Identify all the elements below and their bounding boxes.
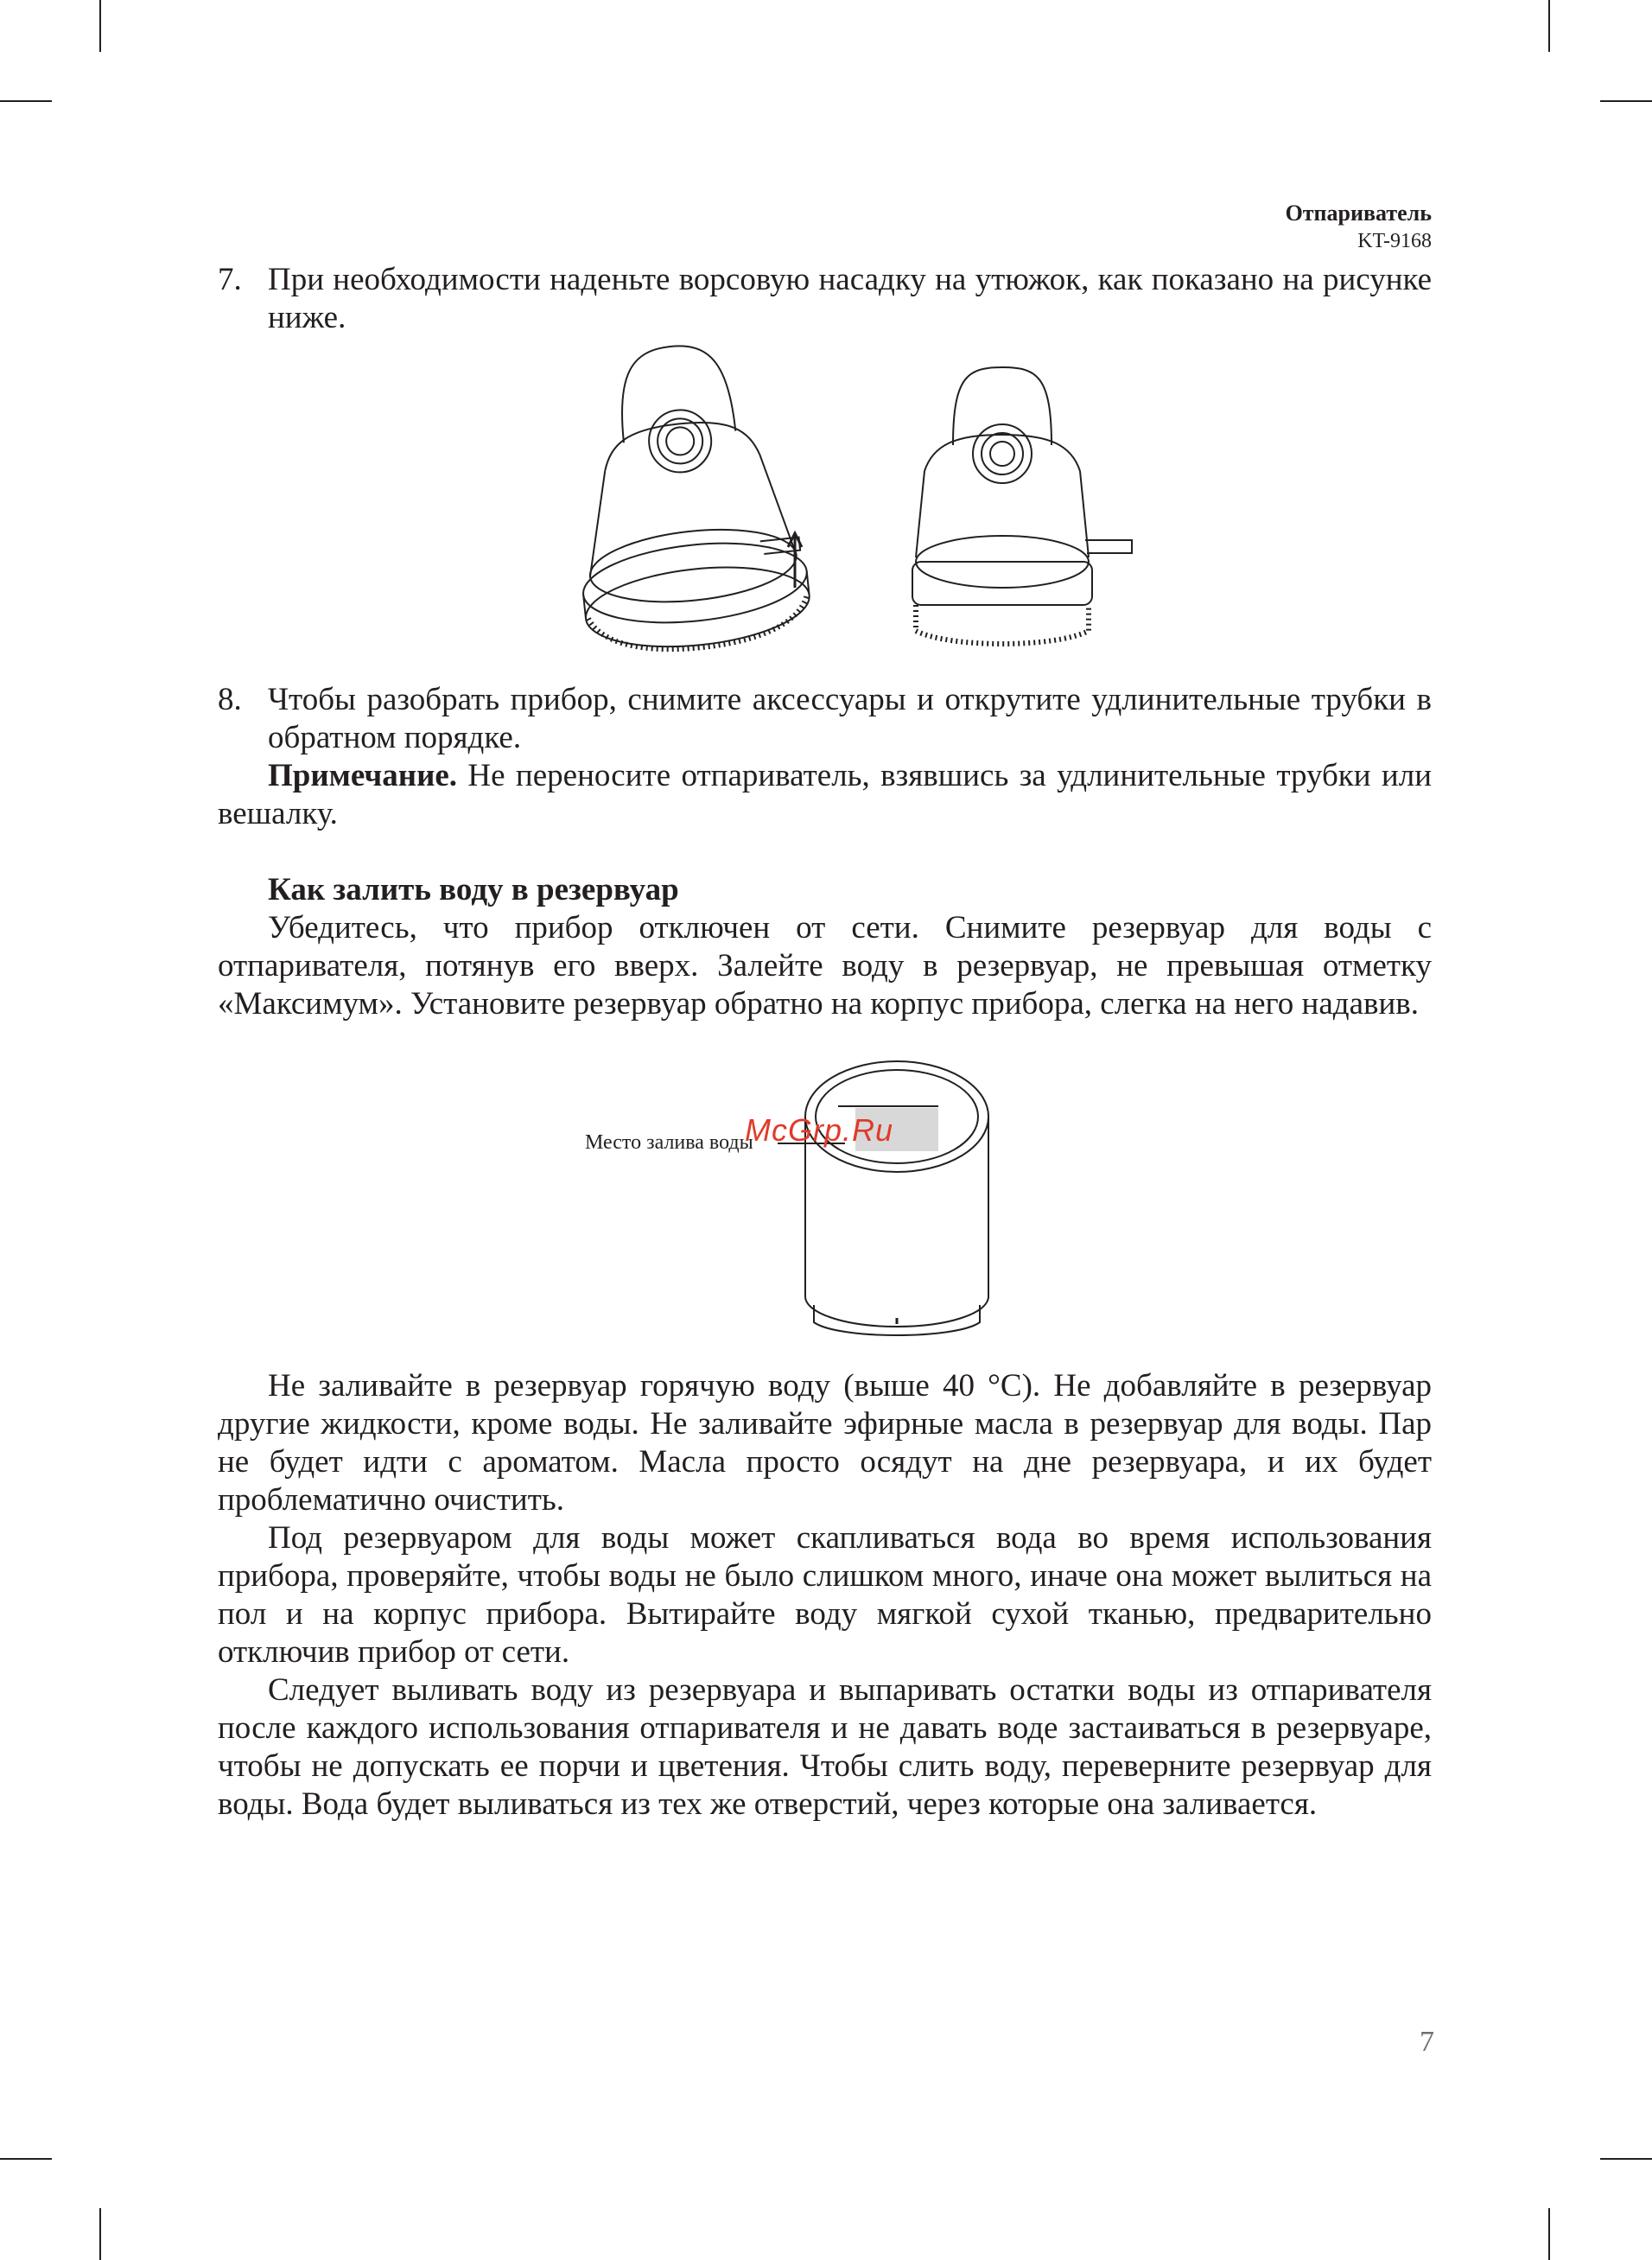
page-number: 7 bbox=[1420, 2026, 1434, 2058]
crop-mark bbox=[1548, 2208, 1550, 2260]
instruction-block-7 bbox=[218, 261, 1432, 337]
list-text: При необходимости наденьте ворсовую насадку на утюжок, как показано на рисунке ниже. bbox=[268, 262, 1432, 335]
water-tank-illustration bbox=[760, 1054, 1020, 1344]
note-label: Примечание. bbox=[268, 758, 458, 793]
steamer-head-with-brush-tilted bbox=[558, 334, 813, 659]
section-heading: Как залить воду в резервуар bbox=[268, 872, 679, 907]
instruction-block-8 bbox=[218, 681, 1432, 1023]
crop-mark bbox=[1548, 0, 1550, 52]
note-text: Не переносите отпариватель, взявшись за удлинительные трубки или вешалку. bbox=[218, 758, 1432, 831]
body-paragraph: Не заливайте в резервуар горячую воду (выше 40 °C). Не добавляйте в резервуар другие жидкости, кроме воды. Не заливайте эфирные масла в резервуар для воды. Пар не будет идти с ароматом. Масла просто осядут на дне резервуара, и их будет проблематично очистить. bbox=[218, 1368, 1432, 1518]
header-title: Отпариватель bbox=[1285, 201, 1432, 226]
water-fill-location-label: Место залива воды bbox=[585, 1131, 753, 1154]
spacer bbox=[218, 833, 1432, 871]
list-number: 8. bbox=[218, 682, 242, 717]
steamer-head-with-brush-attached bbox=[912, 367, 1132, 644]
list-item bbox=[218, 681, 1432, 757]
crop-mark bbox=[0, 2158, 52, 2160]
note-paragraph bbox=[218, 757, 1432, 833]
brush-attachment-illustration bbox=[536, 333, 1158, 674]
header-model: KT-9168 bbox=[1357, 230, 1432, 252]
crop-mark bbox=[0, 100, 52, 102]
list-item bbox=[218, 261, 1432, 337]
section-paragraph: Убедитесь, что прибор отключен от сети. Снимите резервуар для воды с отпаривателя, потянув его вверх. Залейте воду в резервуар, не превышая отметку «Максимум». Установите резервуар обратно на корпус прибора, слегка на него надавив. bbox=[218, 910, 1432, 1022]
crop-mark bbox=[1600, 100, 1652, 102]
watermark: McGrp.Ru bbox=[745, 1112, 894, 1148]
crop-mark bbox=[99, 0, 101, 52]
body-paragraph: Под резервуаром для воды может скапливаться вода во время использования прибора, проверяйте, чтобы воды не было слишком много, иначе она может вылиться на пол и на корпус прибора. Вытирайте воду мягкой сухой тканью, предварительно отключив прибор от сети. bbox=[218, 1520, 1432, 1670]
body-paragraph: Следует выливать воду из резервуара и выпаривать остатки воды из отпаривателя после каждого использования отпаривателя и не давать воде застаиваться в резервуаре, чтобы не допускать ее порчи и цветения. Чтобы слить воду, переверните резервуар для воды. Вода будет выливаться из тех же отверстий, через которые она заливается. bbox=[218, 1672, 1432, 1822]
list-number: 7. bbox=[218, 262, 242, 297]
body-text bbox=[218, 1367, 1432, 1824]
crop-mark bbox=[1600, 2158, 1652, 2160]
crop-mark bbox=[99, 2208, 101, 2260]
list-text: Чтобы разобрать прибор, снимите аксессуары и открутите удлинительные трубки в обратном порядке. bbox=[268, 682, 1432, 755]
